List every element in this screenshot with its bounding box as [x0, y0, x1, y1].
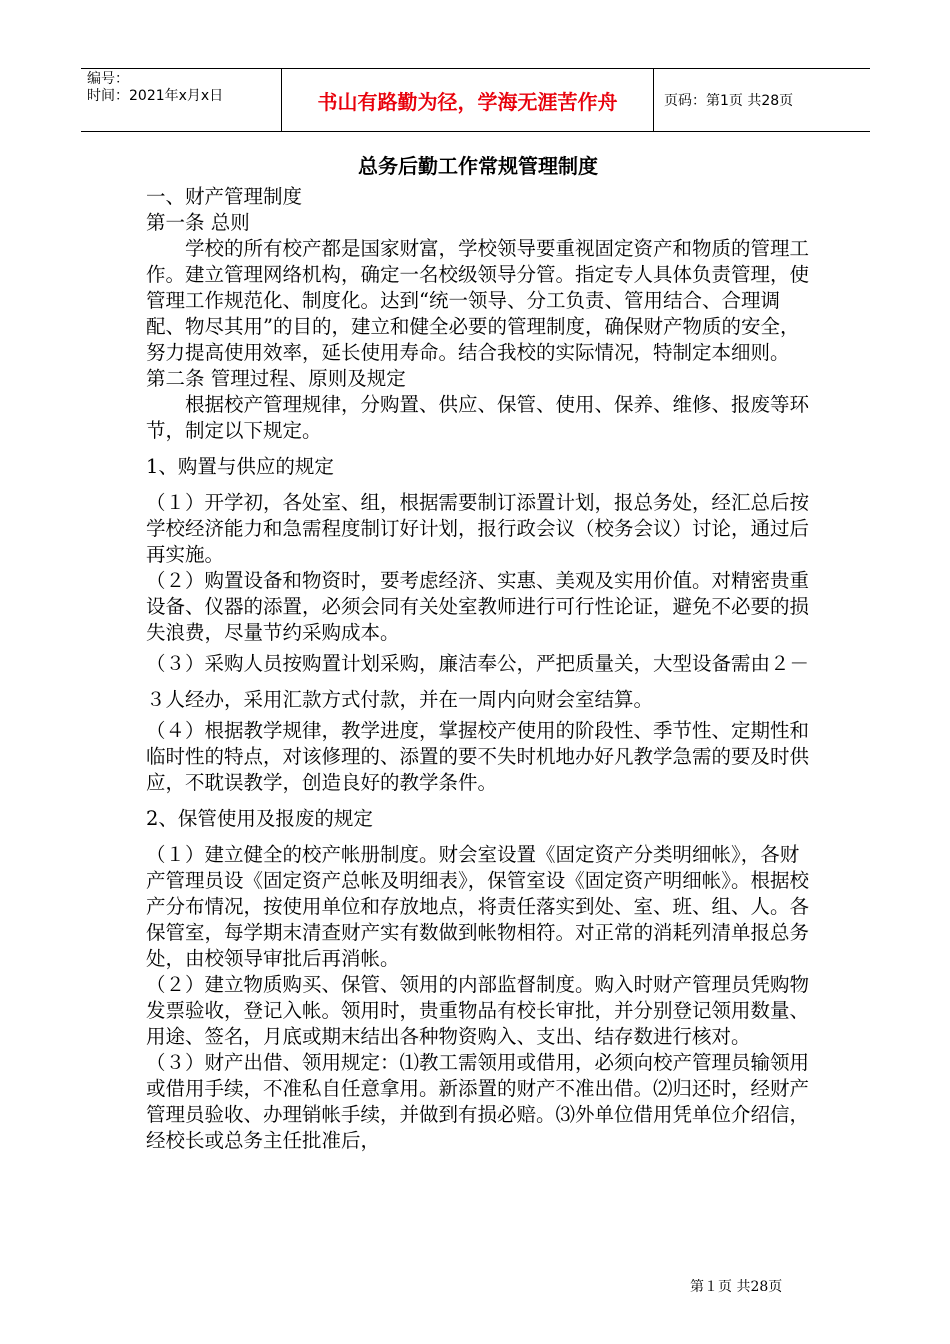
list-item: （１）开学初，各处室、组，根据需要制订添置计划，报总务处，经汇总后按学校经济能力和急需程度制订好计划，报行政会议（校务会议）讨论，通过后再实施。 [146, 491, 810, 566]
header-table [81, 68, 870, 132]
number-label: 编号： [87, 71, 129, 87]
list-item: （２）购置设备和物资时，要考虑经济、实惠、美观及实用价值。对精密贵重设备、仪器的添置，必须会同有关处室教师进行可行性论证，避免不必要的损失浪费，尽量节约采购成本。 [146, 569, 810, 644]
header-motto-cell [282, 69, 654, 131]
footer-page-number: 第１页 共28页 [690, 1279, 783, 1295]
list-item: （３）财产出借、领用规定：⑴教工需领用或借用，必须向校产管理员输领用或借用手续，不准私自任意拿用。新添置的财产不准出借。⑵归还时，经财产管理员验收、办理销帐手续，并做到有损必赔。⑶外单位借用凭单位介绍信，经校长或总务主任批准后， [146, 1051, 810, 1152]
list-item: （３）采购人员按购置计划采购，廉洁奉公，严把质量关，大型设备需由２－３人经办，采用汇款方式付款，并在一周内向财会室结算。 [146, 652, 810, 711]
header-page-cell [654, 69, 870, 131]
article-paragraph: 学校的所有校产都是国家财富，学校领导要重视固定资产和物质的管理工作。建立管理网络机构，确定一名校级领导分管。指定专人具体负责管理，使管理工作规范化、制度化。达到“统一领导、分工负责、管用结合、合理调配、物尽其用”的目的，建立和健全必要的管理制度，确保财产物质的安全，努力提高使用效率，延长使用寿命。结合我校的实际情况，特制定本细则。 [146, 237, 810, 364]
page-footer [690, 1276, 782, 1296]
article-paragraph: 根据校产管理规律，分购置、供应、保管、使用、保养、维修、报废等环节，制定以下规定。 [146, 393, 810, 442]
time-label: 时间：2021年x月x日 [87, 88, 224, 104]
article-heading: 第一条 总则 [146, 211, 250, 234]
document-title: 总务后勤工作常规管理制度 [358, 154, 598, 178]
list-item: （１）建立健全的校产帐册制度。财会室设置《固定资产分类明细帐》，各财产管理员设《固定资产总帐及明细表》，保管室设《固定资产明细帐》。根据校产分布情况，按使用单位和存放地点，将责任落实到处、室、班、组、人。各保管室，每学期末清查财产实有数做到帐物相符。对正常的消耗列清单报总务处，由校领导审批后再消帐。 [146, 843, 810, 970]
article-heading: 第二条 管理过程、原则及规定 [146, 367, 406, 390]
subsection-heading: 2、保管使用及报废的规定 [146, 807, 373, 830]
page-label: 页码：第1页 共28页 [664, 93, 794, 109]
motto-text: 书山有路勤为径，学海无涯苦作舟 [317, 89, 618, 114]
subsection-heading: 1、购置与供应的规定 [146, 455, 334, 478]
list-item: （２）建立物质购买、保管、领用的内部监督制度。购入时财产管理员凭购物发票验收，登记入帐。领用时，贵重物品有校长审批，并分别登记领用数量、用途、签名，月底或期末结出各种物资购入、支出、结存数进行核对。 [146, 973, 810, 1048]
section-heading: 一、财产管理制度 [146, 185, 303, 208]
list-item: （４）根据教学规律，教学进度，掌握校产使用的阶段性、季节性、定期性和临时性的特点，对该修理的、添置的要不失时机地办好凡教学急需的要及时供应，不耽误教学，创造良好的教学条件。 [146, 719, 810, 794]
document-body [146, 152, 810, 1154]
header-meta-cell [81, 69, 282, 131]
